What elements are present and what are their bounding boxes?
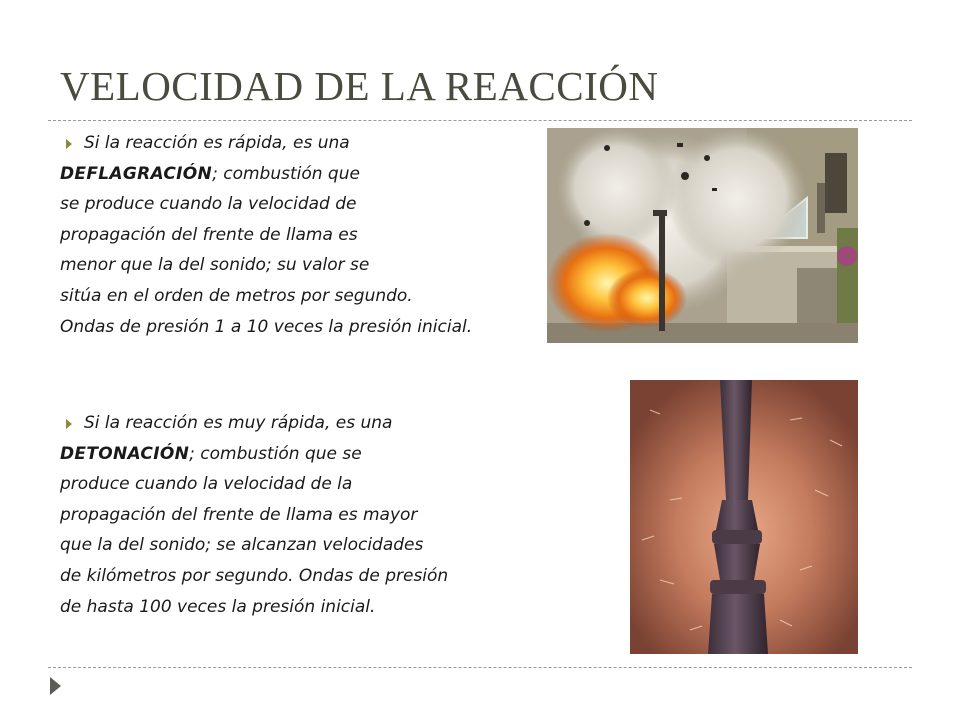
deflagration-bullet-line	[60, 128, 540, 159]
slide-title: VELOCIDAD DE LA REACCIÓN	[60, 63, 659, 109]
detonation-keyword: DETONACIÓN	[60, 443, 190, 464]
triangle-bullet-icon	[66, 419, 72, 429]
detonation-pole-photo	[630, 380, 858, 654]
footer-divider	[48, 667, 912, 668]
explosion-illustration	[547, 128, 858, 343]
detonation-line: propagación del frente de llama es mayor	[60, 504, 418, 525]
triangle-bullet-icon	[66, 139, 72, 149]
detonation-bullet-line	[60, 408, 620, 439]
deflagration-keyword: DEFLAGRACIÓN	[60, 163, 213, 184]
deflagration-line: propagación del frente de llama es	[60, 224, 358, 245]
next-slide-arrow-icon[interactable]	[50, 677, 61, 695]
detonation-illustration	[630, 380, 858, 654]
title-divider	[48, 120, 912, 121]
detonation-keyword-rest: ; combustión que se	[189, 443, 362, 464]
detonation-line: de kilómetros por segundo. Ondas de presión	[60, 565, 449, 586]
detonation-text	[60, 408, 620, 622]
deflagration-keyword-line	[60, 159, 540, 190]
detonation-line: produce cuando la velocidad de la	[60, 474, 353, 495]
deflagration-line: Ondas de presión 1 a 10 veces la presión inicial.	[60, 316, 473, 337]
deflagration-line: se produce cuando la velocidad de	[60, 194, 357, 215]
deflagration-line: sitúa en el orden de metros por segundo.	[60, 285, 413, 306]
detonation-keyword-line	[60, 439, 620, 470]
detonation-line: de hasta 100 veces la presión inicial.	[60, 596, 376, 617]
deflagration-text	[60, 128, 540, 342]
detonation-line: que la del sonido; se alcanzan velocidades	[60, 535, 424, 556]
detonation-intro: Si la reacción es muy rápida, es una	[84, 413, 393, 433]
deflagration-explosion-photo	[547, 128, 858, 343]
deflagration-intro: Si la reacción es rápida, es una	[84, 133, 350, 153]
deflagration-keyword-rest: ; combustión que	[212, 163, 360, 184]
deflagration-line: menor que la del sonido; su valor se	[60, 255, 370, 276]
